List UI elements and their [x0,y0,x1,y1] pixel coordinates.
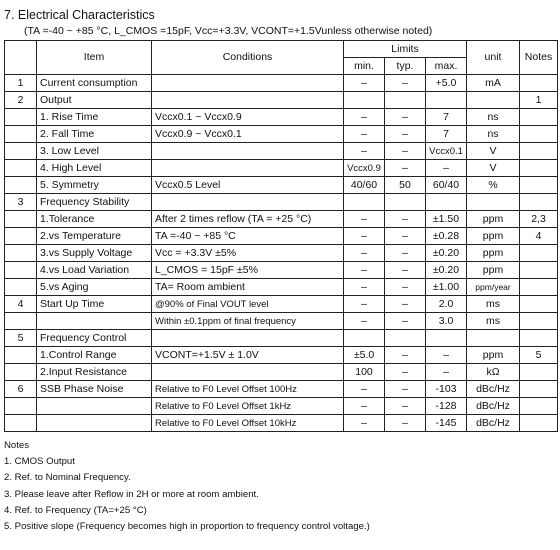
note-cell [520,160,558,177]
min-cell: Vccx0.9 [344,160,385,177]
max-cell: 60/40 [426,177,467,194]
condition-cell [152,160,344,177]
condition-cell [152,75,344,92]
condition-cell: Vccx0.5 Level [152,177,344,194]
condition-cell [152,330,344,347]
table-row [5,245,558,262]
unit-cell: ppm [467,211,520,228]
min-cell: – [344,415,385,432]
table-row [5,177,558,194]
row-number [5,398,37,415]
min-cell: – [344,262,385,279]
note-cell [520,245,558,262]
table-row [5,347,558,364]
condition-cell: Relative to F0 Level Offset 10kHz [152,415,344,432]
unit-cell [467,92,520,109]
note-cell [520,313,558,330]
note-cell [520,279,558,296]
max-cell: -103 [426,381,467,398]
unit-cell: ppm [467,262,520,279]
max-cell: 7 [426,126,467,143]
typ-cell: – [385,143,426,160]
table-row [5,262,558,279]
max-cell: ±0.28 [426,228,467,245]
typ-cell [385,194,426,211]
row-number [5,262,37,279]
typ-cell: – [385,347,426,364]
item-cell: 3.vs Supply Voltage [37,245,152,262]
row-number: 1 [5,75,37,92]
max-cell: 7 [426,109,467,126]
max-cell: Vccx0.1 [426,143,467,160]
min-cell: – [344,143,385,160]
item-cell: 5.vs Aging [37,279,152,296]
item-cell: SSB Phase Noise [37,381,152,398]
typ-cell: – [385,398,426,415]
max-cell: – [426,364,467,381]
min-cell: – [344,398,385,415]
unit-cell: % [467,177,520,194]
note-item: 1. CMOS Output [4,456,75,468]
table-row [5,398,558,415]
max-cell: -145 [426,415,467,432]
note-cell: 1 [520,92,558,109]
section-title: 7. Electrical Characteristics [4,8,155,22]
table-row [5,194,558,211]
unit-cell: kΩ [467,364,520,381]
note-cell [520,262,558,279]
typ-cell: – [385,126,426,143]
min-cell: – [344,313,385,330]
row-number [5,177,37,194]
min-cell [344,330,385,347]
note-cell [520,398,558,415]
typ-cell: – [385,245,426,262]
table-row [5,313,558,330]
max-cell: -128 [426,398,467,415]
note-cell: 2,3 [520,211,558,228]
table-body [5,75,558,432]
item-header: Item [37,41,152,75]
min-cell: – [344,211,385,228]
typ-cell: – [385,313,426,330]
table-row [5,160,558,177]
note-item: 5. Positive slope (Frequency becomes high in proportion to frequency control voltage.) [4,521,370,533]
table-row [5,381,558,398]
item-cell: 1.Control Range [37,347,152,364]
max-cell: 2.0 [426,296,467,313]
typ-cell: – [385,279,426,296]
max-cell: – [426,160,467,177]
condition-cell: TA =-40 ~ +85 °C [152,228,344,245]
typ-cell: 50 [385,177,426,194]
condition-cell: Relative to F0 Level Offset 1kHz [152,398,344,415]
unit-cell: ppm [467,347,520,364]
table-row [5,92,558,109]
min-cell: – [344,245,385,262]
min-cell [344,92,385,109]
note-cell [520,143,558,160]
unit-cell [467,330,520,347]
typ-cell: – [385,211,426,228]
unit-header: unit [467,41,520,75]
min-cell: – [344,296,385,313]
condition-cell [152,92,344,109]
typ-cell [385,330,426,347]
condition-cell [152,364,344,381]
item-cell [37,398,152,415]
item-cell [37,313,152,330]
note-cell: 5 [520,347,558,364]
table-row [5,126,558,143]
item-cell: 5. Symmetry [37,177,152,194]
row-number [5,245,37,262]
note-item: 4. Ref. to Frequency (TA=+25 °C) [4,504,147,516]
item-cell: 2.Input Resistance [37,364,152,381]
note-cell [520,296,558,313]
row-number [5,109,37,126]
max-cell [426,92,467,109]
condition-cell: Relative to F0 Level Offset 100Hz [152,381,344,398]
unit-cell: ns [467,126,520,143]
unit-cell: mA [467,75,520,92]
item-cell: Output [37,92,152,109]
max-cell: ±1.00 [426,279,467,296]
note-cell [520,415,558,432]
condition-cell: Vccx0.9 ~ Vccx0.1 [152,126,344,143]
min-cell: – [344,109,385,126]
row-number [5,228,37,245]
condition-cell: Vcc = +3.3V ±5% [152,245,344,262]
min-cell: – [344,126,385,143]
unit-cell: ms [467,296,520,313]
row-number: 4 [5,296,37,313]
table-row [5,109,558,126]
item-cell: 2. Fall Time [37,126,152,143]
row-number [5,143,37,160]
min-cell: – [344,381,385,398]
item-cell: 4.vs Load Variation [37,262,152,279]
max-cell [426,330,467,347]
note-cell [520,109,558,126]
max-cell: +5.0 [426,75,467,92]
typ-cell: – [385,109,426,126]
item-cell: 1. Rise Time [37,109,152,126]
condition-cell [152,194,344,211]
notes-header: Notes [520,41,558,75]
item-cell: 4. High Level [37,160,152,177]
notes-title: Notes [4,440,30,451]
electrical-characteristics-table [4,40,558,432]
condition-cell: After 2 times reflow (TA = +25 °C) [152,211,344,228]
max-header: max. [426,58,467,75]
unit-cell: dBc/Hz [467,381,520,398]
notes-section [4,438,370,535]
note-cell [520,75,558,92]
typ-header: typ. [385,58,426,75]
condition-cell: @90% of Final VOUT level [152,296,344,313]
item-cell: 2.vs Temperature [37,228,152,245]
item-cell: 1.Tolerance [37,211,152,228]
min-cell: ±5.0 [344,347,385,364]
unit-cell: V [467,143,520,160]
min-cell: 40/60 [344,177,385,194]
min-header: min. [344,58,385,75]
typ-cell [385,92,426,109]
typ-cell: – [385,381,426,398]
unit-cell: ppm [467,245,520,262]
unit-cell: ms [467,313,520,330]
typ-cell: – [385,228,426,245]
typ-cell: – [385,296,426,313]
condition-cell: TA= Room ambient [152,279,344,296]
typ-cell: – [385,364,426,381]
note-item: 2. Ref. to Nominal Frequency. [4,472,131,484]
min-cell: – [344,75,385,92]
table-row [5,211,558,228]
row-number: 6 [5,381,37,398]
item-cell [37,415,152,432]
max-cell [426,194,467,211]
unit-cell: dBc/Hz [467,398,520,415]
unit-cell: dBc/Hz [467,415,520,432]
max-cell: ±0.20 [426,262,467,279]
item-cell: Start Up Time [37,296,152,313]
max-cell: 3.0 [426,313,467,330]
table-row [5,364,558,381]
row-number: 3 [5,194,37,211]
table-row [5,143,558,160]
number-header [5,41,37,75]
condition-cell: Within ±0.1ppm of final frequency [152,313,344,330]
unit-cell: ppm/year [467,279,520,296]
row-number: 2 [5,92,37,109]
note-cell [520,194,558,211]
note-cell [520,381,558,398]
typ-cell: – [385,160,426,177]
test-conditions: (TA =-40 ~ +85 °C, L_CMOS =15pF, Vcc=+3.3V, VCONT=+1.5Vunless otherwise noted) [24,25,433,37]
max-cell: ±0.20 [426,245,467,262]
unit-cell: V [467,160,520,177]
item-cell: Frequency Stability [37,194,152,211]
min-cell: 100 [344,364,385,381]
typ-cell: – [385,415,426,432]
condition-cell: L_CMOS = 15pF ±5% [152,262,344,279]
typ-cell: – [385,75,426,92]
unit-cell: ns [467,109,520,126]
row-number: 5 [5,330,37,347]
unit-cell: ppm [467,228,520,245]
unit-cell [467,194,520,211]
row-number [5,126,37,143]
min-cell: – [344,279,385,296]
note-item: 3. Please leave after Reflow in 2H or more at room ambient. [4,488,259,500]
item-cell: Frequency Control [37,330,152,347]
item-cell: Current consumption [37,75,152,92]
note-cell [520,177,558,194]
row-number [5,313,37,330]
table-row [5,279,558,296]
limits-header: Limits [344,41,467,58]
table-row [5,296,558,313]
row-number [5,415,37,432]
row-number [5,364,37,381]
condition-cell [152,143,344,160]
condition-cell: VCONT=+1.5V ± 1.0V [152,347,344,364]
note-cell: 4 [520,228,558,245]
row-number [5,347,37,364]
row-number [5,160,37,177]
item-cell: 3. Low Level [37,143,152,160]
conditions-header: Conditions [152,41,344,75]
note-cell [520,126,558,143]
typ-cell: – [385,262,426,279]
max-cell: – [426,347,467,364]
condition-cell: Vccx0.1 ~ Vccx0.9 [152,109,344,126]
min-cell: – [344,228,385,245]
note-cell [520,330,558,347]
table-row [5,415,558,432]
note-cell [520,364,558,381]
table-row [5,75,558,92]
max-cell: ±1.50 [426,211,467,228]
row-number [5,279,37,296]
row-number [5,211,37,228]
table-row [5,228,558,245]
min-cell [344,194,385,211]
table-row [5,330,558,347]
